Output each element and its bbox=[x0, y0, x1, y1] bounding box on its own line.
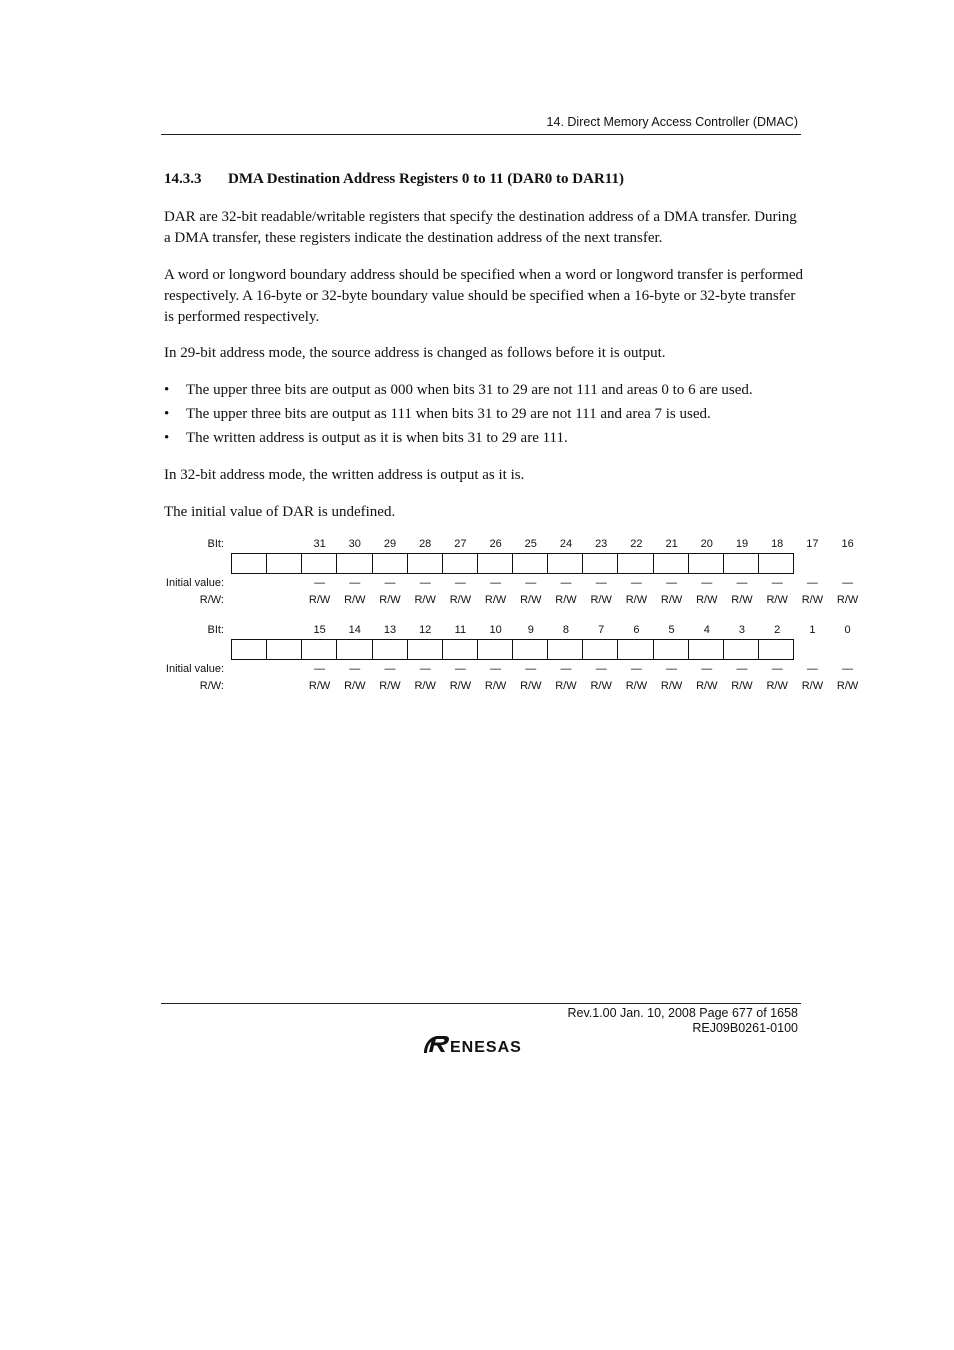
initial-value: — bbox=[314, 663, 326, 675]
initial-value-label: Initial value: bbox=[165, 577, 224, 589]
bit-cell bbox=[302, 640, 337, 659]
bit-number: 2 bbox=[774, 624, 781, 636]
bit-cell bbox=[513, 554, 548, 573]
rw-value: R/W bbox=[660, 680, 683, 692]
initial-value-label: Initial value: bbox=[165, 663, 224, 675]
initial-value: — bbox=[630, 577, 642, 589]
bit-number: 25 bbox=[524, 538, 537, 550]
bit-cells-row bbox=[231, 553, 794, 574]
bit-cell bbox=[689, 640, 724, 659]
paragraph-boundary: A word or longword boundary address should be specified when a word or longword transfer is performed respectively. A 16-byte or 32-byte boundary value should be specified when a 16-byte or 32-byte transfer is performed respectively. bbox=[164, 267, 804, 325]
initial-value: — bbox=[454, 663, 466, 675]
rw-value: R/W bbox=[555, 680, 577, 692]
bit-cell bbox=[443, 554, 478, 573]
rw-value: R/W bbox=[520, 680, 542, 692]
bit-cell bbox=[478, 640, 513, 659]
bit-cell bbox=[267, 554, 302, 573]
initial-value: — bbox=[666, 663, 678, 675]
rw-value: R/W bbox=[836, 680, 859, 692]
rw-value: R/W bbox=[766, 594, 788, 606]
logo-wordmark: ENESAS bbox=[450, 1039, 522, 1055]
paragraph-29bit: In 29-bit address mode, the source address is changed as follows before it is output. bbox=[164, 345, 666, 361]
bit-cell bbox=[373, 640, 408, 659]
initial-value: — bbox=[349, 577, 361, 589]
initial-value: — bbox=[419, 577, 431, 589]
rw-value: R/W bbox=[414, 680, 436, 692]
initial-value: — bbox=[595, 663, 607, 675]
bit-cell bbox=[373, 554, 408, 573]
rw-value: R/W bbox=[660, 594, 683, 606]
bit-cell bbox=[337, 640, 372, 659]
bit-cell bbox=[654, 554, 689, 573]
header-rule bbox=[161, 134, 801, 135]
bit-number: 1 bbox=[809, 624, 816, 636]
bit-number: 4 bbox=[703, 624, 710, 636]
initial-value: — bbox=[595, 577, 607, 589]
footer-revision: Rev.1.00 Jan. 10, 2008 Page 677 of 1658 bbox=[567, 1006, 798, 1020]
rw-value: R/W bbox=[625, 594, 648, 606]
rw-value: R/W bbox=[555, 594, 577, 606]
bit-number: 18 bbox=[771, 538, 784, 550]
rw-value: R/W bbox=[344, 680, 366, 692]
bit-cell bbox=[408, 554, 443, 573]
bit-number: 14 bbox=[348, 624, 361, 636]
bit-cell bbox=[513, 640, 548, 659]
bit-cell bbox=[618, 640, 653, 659]
bit-number: 27 bbox=[454, 538, 467, 550]
bit-cell bbox=[724, 554, 759, 573]
initial-value: — bbox=[314, 577, 326, 589]
initial-value: — bbox=[701, 663, 713, 675]
rw-value: R/W bbox=[696, 680, 718, 692]
bit-cell bbox=[267, 640, 302, 659]
initial-value: — bbox=[630, 663, 642, 675]
initial-value: — bbox=[806, 577, 818, 589]
initial-value: — bbox=[490, 663, 502, 675]
bit-number: 19 bbox=[735, 538, 749, 550]
initial-value: — bbox=[806, 663, 818, 675]
bit-cell bbox=[232, 640, 267, 659]
rw-value: R/W bbox=[449, 594, 472, 606]
bit-number: 24 bbox=[559, 538, 573, 550]
bit-number: 17 bbox=[806, 538, 819, 550]
bit-number: 10 bbox=[489, 624, 502, 636]
bit-cell bbox=[408, 640, 443, 659]
bit-number: 3 bbox=[738, 624, 746, 636]
initial-value: — bbox=[736, 577, 748, 589]
rw-value: R/W bbox=[836, 594, 859, 606]
footer-doc-number: REJ09B0261-0100 bbox=[692, 1021, 798, 1035]
bit-number: 30 bbox=[348, 538, 361, 550]
rw-value: R/W bbox=[625, 680, 648, 692]
bit-cell bbox=[583, 640, 618, 659]
bit-number: 12 bbox=[419, 624, 432, 636]
rw-value: R/W bbox=[766, 680, 788, 692]
initial-value: — bbox=[701, 577, 713, 589]
paragraph-32bit: In 32-bit address mode, the written address is output as it is. bbox=[164, 467, 525, 483]
bit-cell bbox=[759, 554, 793, 573]
bit-cell bbox=[618, 554, 653, 573]
bit-cell bbox=[337, 554, 372, 573]
bit-number: 21 bbox=[665, 538, 678, 550]
register-diagram-lower bbox=[160, 623, 859, 693]
running-header: 14. Direct Memory Access Controller (DMAC) bbox=[546, 115, 798, 129]
rw-value: R/W bbox=[379, 680, 401, 692]
initial-value: — bbox=[525, 577, 537, 589]
paragraph-initial-value: The initial value of DAR is undefined. bbox=[164, 504, 396, 520]
bit-number: 13 bbox=[383, 624, 397, 636]
rw-value: R/W bbox=[484, 680, 507, 692]
footer-rule bbox=[161, 1003, 801, 1004]
bit-cell bbox=[759, 640, 793, 659]
rw-value: R/W bbox=[344, 594, 366, 606]
rw-value: R/W bbox=[449, 680, 472, 692]
initial-value: — bbox=[666, 577, 678, 589]
initial-value: — bbox=[384, 577, 396, 589]
initial-value: — bbox=[842, 577, 854, 589]
bit-number: 11 bbox=[454, 624, 467, 636]
bit-number: 26 bbox=[489, 538, 502, 550]
rw-value: R/W bbox=[379, 594, 401, 606]
bit-number: 6 bbox=[633, 624, 640, 636]
bit-cell bbox=[724, 640, 759, 659]
rw-value: R/W bbox=[484, 594, 507, 606]
initial-value: — bbox=[736, 663, 748, 675]
bullet-dot-icon: • bbox=[164, 382, 170, 398]
initial-value: — bbox=[560, 577, 572, 589]
rw-value: R/W bbox=[308, 594, 331, 606]
rw-label: R/W: bbox=[199, 680, 224, 692]
rw-value: R/W bbox=[520, 594, 542, 606]
initial-value: — bbox=[454, 577, 466, 589]
bit-number: 31 bbox=[313, 538, 326, 550]
bit-label: BIt: bbox=[207, 624, 224, 636]
initial-value: — bbox=[525, 663, 537, 675]
bit-number: 8 bbox=[562, 624, 570, 636]
rw-value: R/W bbox=[731, 680, 753, 692]
paragraph-dar-intro: DAR are 32-bit readable/writable registers that specify the destination address of a DMA transfer. During a DMA transfer, these registers indicate the destination address of the next transfer. bbox=[164, 209, 797, 246]
bit-cell bbox=[548, 640, 583, 659]
bit-cell bbox=[443, 640, 478, 659]
register-diagram-upper bbox=[160, 537, 859, 607]
renesas-logo bbox=[423, 1033, 541, 1055]
initial-value: — bbox=[771, 577, 783, 589]
bit-cell bbox=[548, 554, 583, 573]
bit-number: 7 bbox=[598, 624, 605, 636]
bit-cell bbox=[478, 554, 513, 573]
bit-number: 16 bbox=[841, 538, 854, 550]
rw-label: R/W: bbox=[199, 594, 224, 606]
initial-value: — bbox=[771, 663, 783, 675]
bullet-dot-icon: • bbox=[164, 430, 170, 446]
rw-value: R/W bbox=[414, 594, 436, 606]
bit-number: 15 bbox=[313, 624, 326, 636]
rw-value: R/W bbox=[590, 680, 612, 692]
bit-number: 23 bbox=[595, 538, 608, 550]
initial-value: — bbox=[384, 663, 396, 675]
bit-number: 29 bbox=[383, 538, 397, 550]
bit-cell bbox=[583, 554, 618, 573]
bit-number: 20 bbox=[700, 538, 713, 550]
section-heading bbox=[164, 171, 624, 188]
section-title: DMA Destination Address Registers 0 to 11 (DAR0 to DAR11) bbox=[228, 171, 624, 187]
initial-value: — bbox=[842, 663, 854, 675]
initial-value: — bbox=[349, 663, 361, 675]
section-number: 14.3.3 bbox=[164, 171, 202, 187]
bit-cell bbox=[654, 640, 689, 659]
bit-cell bbox=[232, 554, 267, 573]
rw-value: R/W bbox=[731, 594, 753, 606]
initial-value: — bbox=[490, 577, 502, 589]
rw-value: R/W bbox=[801, 594, 824, 606]
bit-cell bbox=[689, 554, 724, 573]
bit-number: 0 bbox=[844, 624, 851, 636]
bit-number: 22 bbox=[630, 538, 643, 550]
rw-value: R/W bbox=[801, 680, 824, 692]
bit-label: BIt: bbox=[207, 538, 224, 550]
bit-number: 9 bbox=[527, 624, 534, 636]
rw-value: R/W bbox=[590, 594, 612, 606]
bit-cell bbox=[302, 554, 337, 573]
initial-value: — bbox=[560, 663, 572, 675]
rw-value: R/W bbox=[696, 594, 718, 606]
bit-number: 5 bbox=[668, 624, 675, 636]
bit-number: 28 bbox=[419, 538, 432, 550]
initial-value: — bbox=[419, 663, 431, 675]
rw-value: R/W bbox=[308, 680, 331, 692]
bit-cells-row bbox=[231, 639, 794, 660]
bullet-dot-icon: • bbox=[164, 406, 170, 422]
